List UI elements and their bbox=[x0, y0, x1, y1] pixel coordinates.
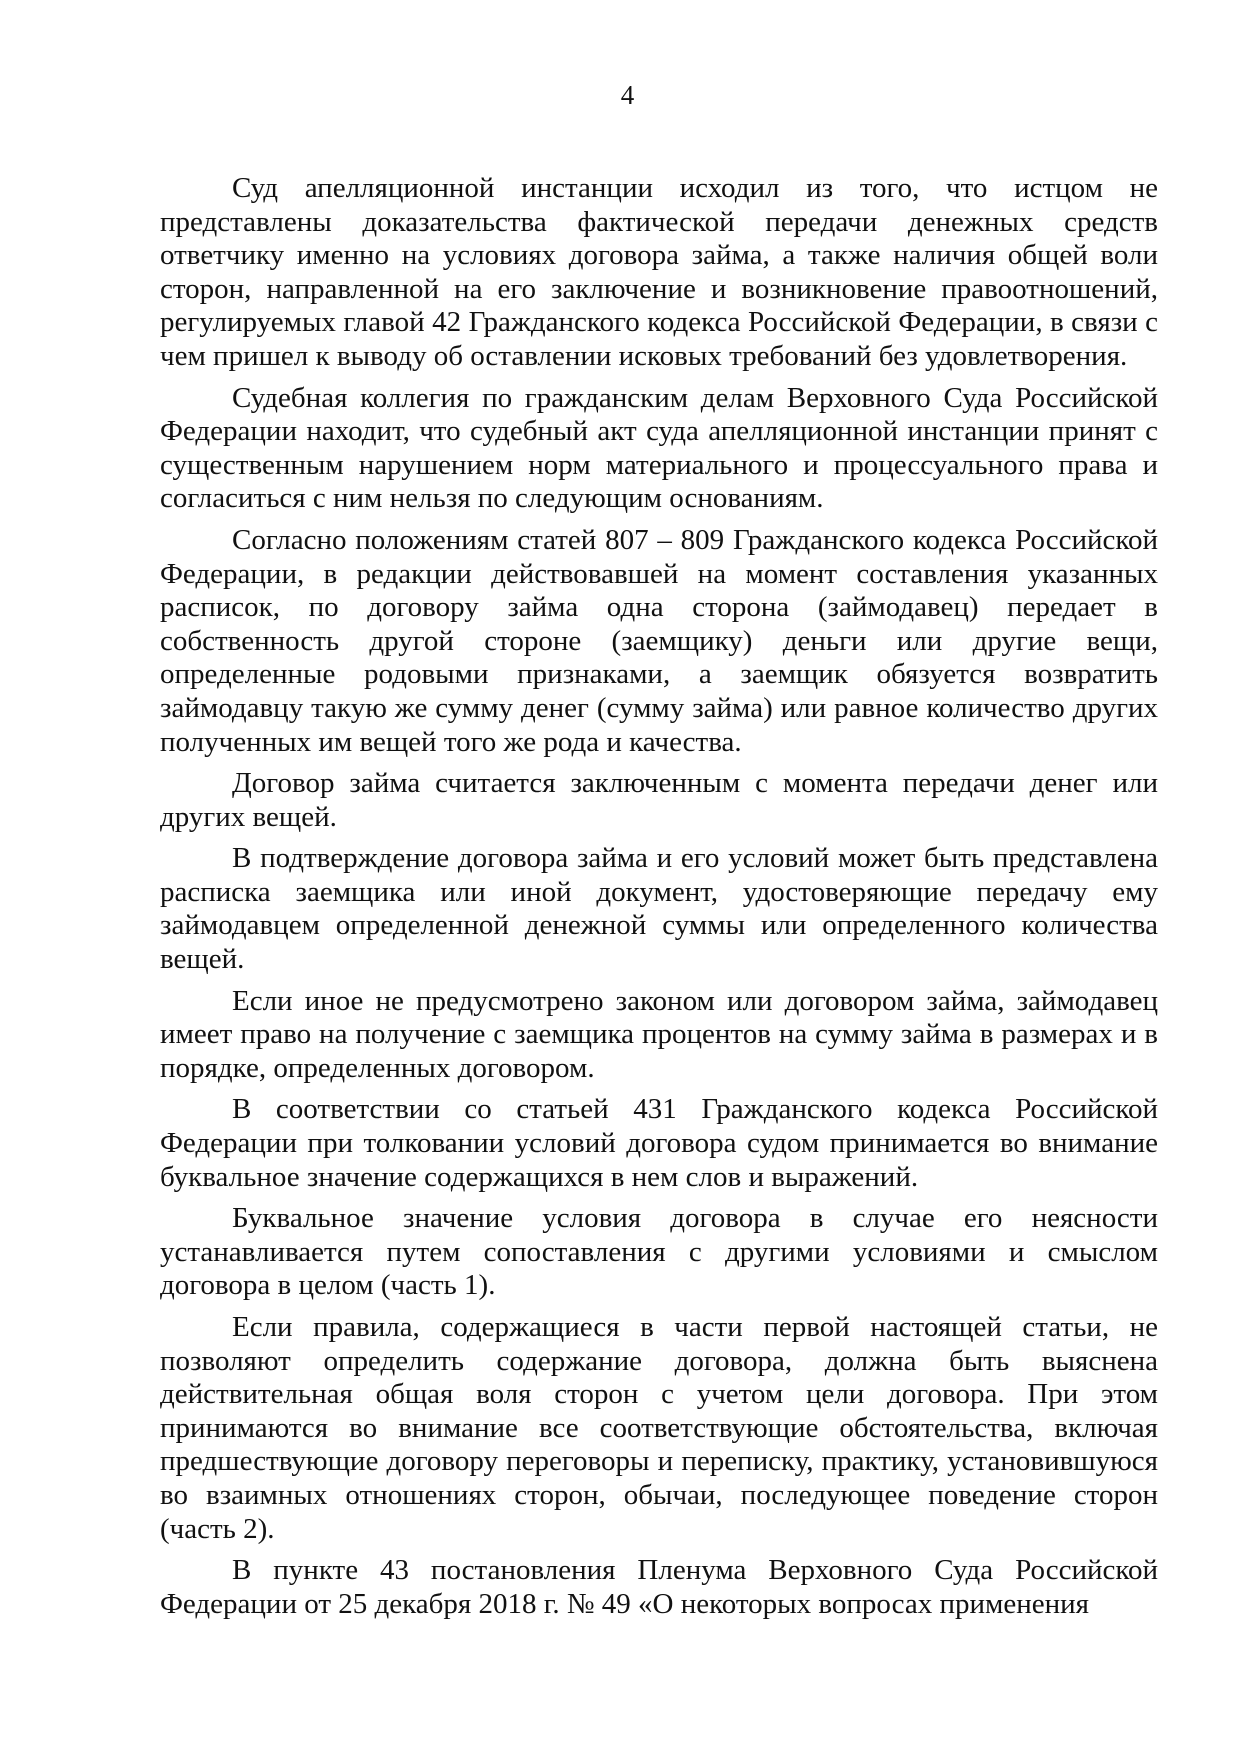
paragraph-loan-interest: Если иное не предусмотрено законом или договором займа, займодавец имеет право на получение с заемщика процентов на сумму займа в размерах и в порядке, определенных договором. bbox=[160, 984, 1158, 1084]
paragraph-plenum-resolution: В пункте 43 постановления Пленума Верховного Суда Российской Федерации от 25 декабря 2018 г. № 49 «О некоторых вопросах применения bbox=[160, 1554, 1158, 1620]
paragraph-articles-807-809: Согласно положениям статей 807 – 809 Гражданского кодекса Российской Федерации, в редакции действовавшей на момент составления указанных расписок, по договору займа одна сторона (займодавец) передает в собственность другой стороне (заемщику) деньги или другие вещи, определенные родовыми признаками, а заемщик обязуется возвратить займодавцу такую же сумму денег (сумму займа) или равное количество других полученных им вещей того же рода и качества. bbox=[160, 523, 1158, 758]
paragraph-literal-meaning: Буквальное значение условия договора в случае его неясности устанавливается путем сопоставления с другими условиями и смыслом договора в целом (часть 1). bbox=[160, 1202, 1158, 1302]
paragraph-loan-receipt: В подтверждение договора займа и его условий может быть представлена расписка заемщика или иной документ, удостоверяющие передачу ему займодавцем определенной денежной суммы или определенного количества вещей. bbox=[160, 842, 1158, 976]
paragraph-loan-concluded: Договор займа считается заключенным с момента передачи денег или других вещей. bbox=[160, 767, 1158, 833]
paragraph-appeal-court-reasoning: Суд апелляционной инстанции исходил из того, что истцом не представлены доказательства фактической передачи денежных средств ответчику именно на условиях договора займа, а также наличия общей воли сторон, направленной на его заключение и возникновение правоотношений, регулируемых главой 42 Гражданского кодекса Российской Федерации, в связи с чем пришел к выводу об оставлении исковых требований без удовлетворения. bbox=[160, 172, 1158, 372]
page-number: 4 bbox=[620, 80, 635, 110]
paragraph-common-will: Если правила, содержащиеся в части первой настоящей статьи, не позволяют определить содержание договора, должна быть выяснена действительная общая воля сторон с учетом цели договора. При этом принимаются во внимание все соответствующие обстоятельства, включая предшествующие договору переговоры и переписку, практику, установившуюся во взаимных отношениях сторон, обычаи, последующее поведение сторон (часть 2). bbox=[160, 1311, 1158, 1545]
paragraph-article-431: В соответствии со статьей 431 Гражданского кодекса Российской Федерации при толковании условий договора судом принимается во внимание буквальное значение содержащихся в нем слов и выражений. bbox=[160, 1093, 1158, 1193]
document-body bbox=[160, 172, 1158, 1629]
paragraph-collegium-finding: Судебная коллегия по гражданским делам Верховного Суда Российской Федерации находит, что судебный акт суда апелляционной инстанции принят с существенным нарушением норм материального и процессуального права и согласиться с ним нельзя по следующим основаниям. bbox=[160, 381, 1158, 515]
